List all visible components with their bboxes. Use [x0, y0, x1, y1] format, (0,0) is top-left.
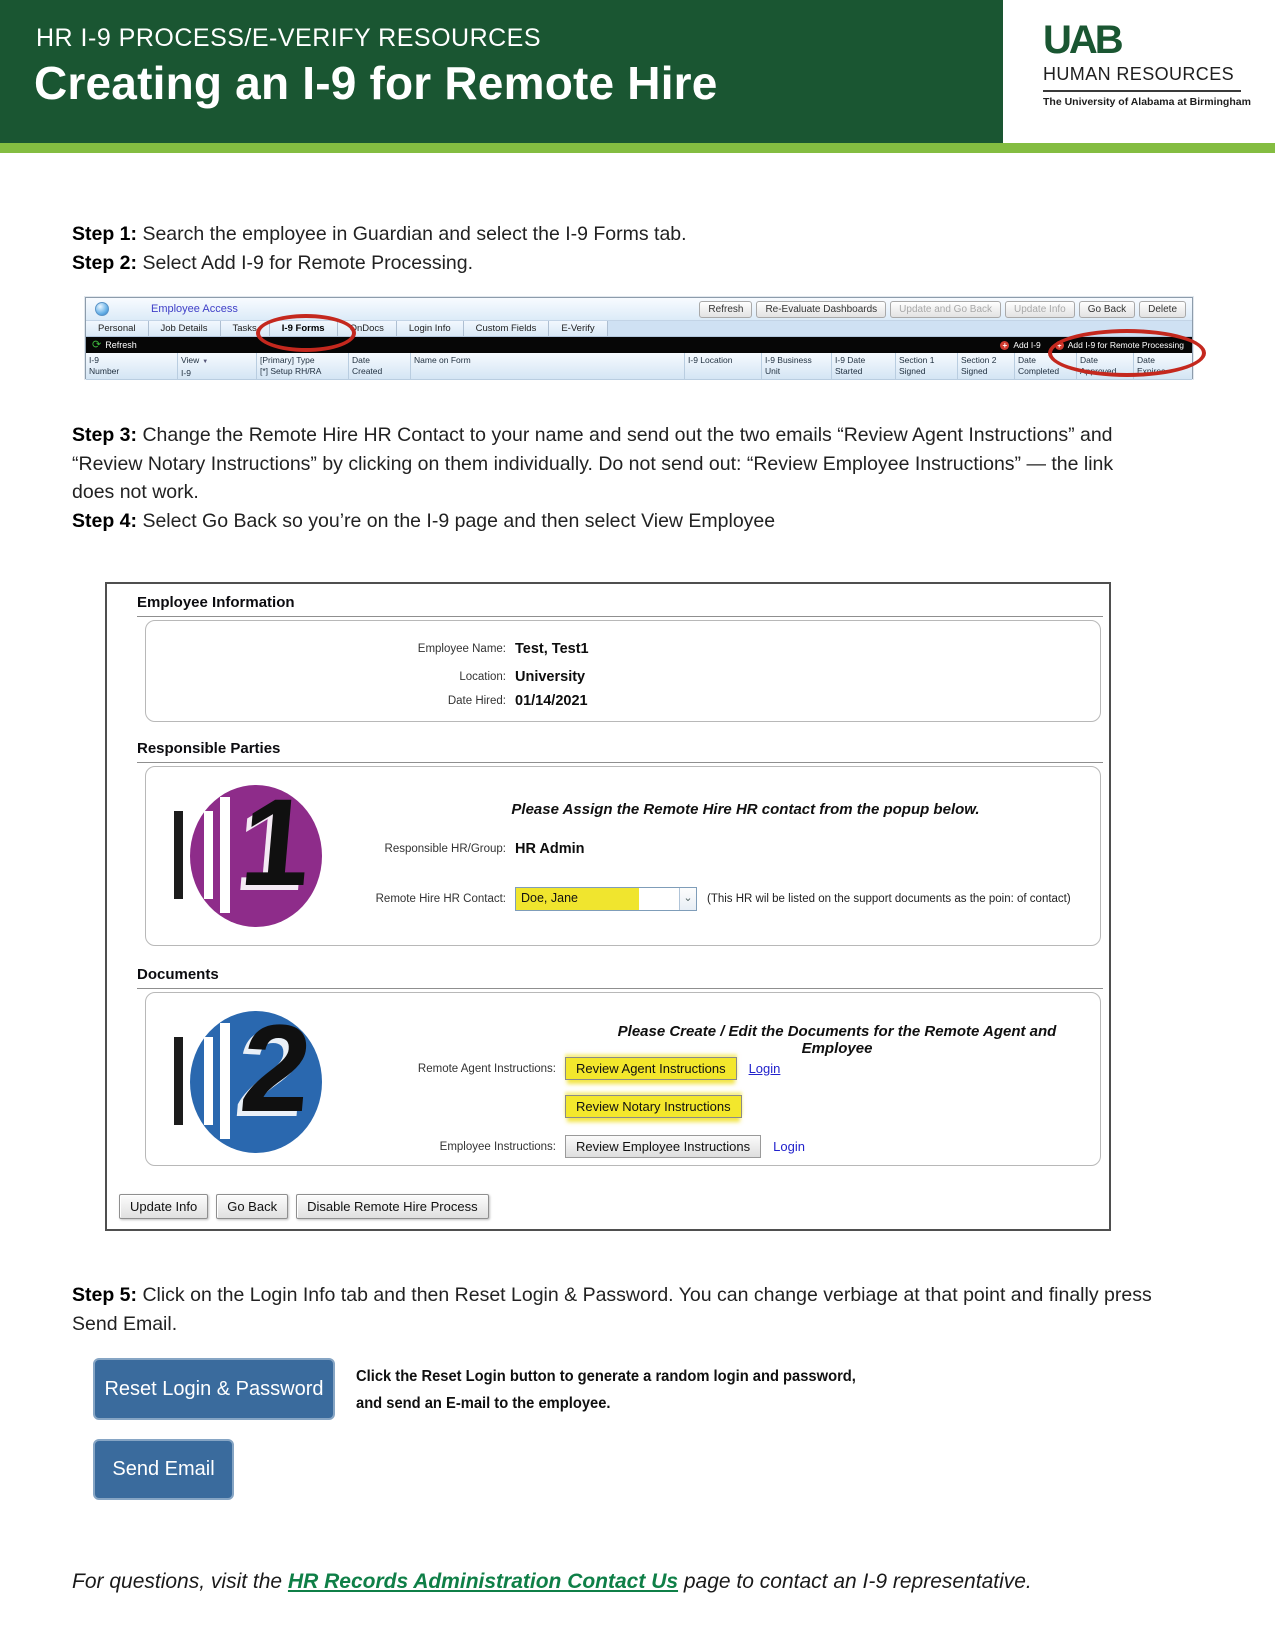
location-value: University [515, 669, 586, 685]
step-3-label: Step 3: [72, 424, 138, 446]
column-i9-date-started: I-9 Date Started [832, 353, 896, 379]
steps-3-4 [72, 421, 1147, 535]
column-name-on-form: Name on Form [411, 353, 685, 379]
review-notary-instructions-button[interactable]: Review Notary Instructions [565, 1095, 742, 1118]
column-date-created: Date Created [349, 353, 411, 379]
tab-job-details[interactable]: Job Details [149, 321, 221, 336]
employee-name-row [176, 641, 1088, 657]
selected-contact: Doe, Jane [516, 888, 639, 910]
step-5 [72, 1281, 1190, 1338]
date-hired-label: Date Hired: [447, 695, 506, 707]
go-back-button[interactable]: Go Back [1079, 301, 1135, 318]
tab-e-verify[interactable]: E-Verify [549, 321, 607, 336]
reset-login-password-button[interactable]: Reset Login & Password [93, 1358, 335, 1420]
reset-caption-line2: and send an E-mail to the employee. [356, 1395, 611, 1412]
go-back-button[interactable]: Go Back [216, 1194, 288, 1219]
responsible-hr-group-value: HR Admin [515, 841, 585, 857]
update-and-go-back-button[interactable]: Update and Go Back [890, 301, 1001, 318]
hr-records-contact-link[interactable]: HR Records Administration Contact Us [287, 1570, 679, 1593]
review-agent-instructions-button[interactable]: Review Agent Instructions [565, 1057, 737, 1080]
reset-login-caption [356, 1363, 856, 1417]
add-i9-action[interactable]: + Add I-9 [1000, 340, 1040, 350]
re-evaluate-dashboards-button[interactable]: Re-Evaluate Dashboards [756, 301, 886, 318]
uab-logo [1003, 0, 1275, 143]
column-i9-location: I-9 Location [685, 353, 762, 379]
add-plus-icon: + [1000, 341, 1009, 350]
responsible-instruction: Please Assign the Remote Hire HR contact from the popup below. [511, 801, 980, 818]
add-i9-remote-action[interactable]: + Add I-9 for Remote Processing [1055, 340, 1184, 350]
filter-icon[interactable]: ▼ [202, 359, 209, 365]
date-hired-value: 01/14/2021 [515, 693, 588, 709]
update-info-button[interactable]: Update Info [119, 1194, 208, 1219]
remote-hire-contact-label: Remote Hire HR Contact: [375, 893, 506, 905]
dropdown-chevron-icon: ⌄ [679, 888, 696, 910]
step-4-label: Step 4: [72, 509, 138, 532]
responsible-parties-title: Responsible Parties [137, 740, 281, 757]
step-1-label: Step 1: [72, 223, 138, 245]
employee-name-label: Employee Name: [417, 643, 506, 655]
divider [137, 762, 1103, 763]
footer-suffix: page to contact an I-9 representative. [678, 1570, 1032, 1593]
steps-1-2 [72, 220, 1182, 277]
step-2-text: Step 2: Select Add I-9 for Remote Processing. [72, 251, 474, 274]
documents-title: Documents [137, 966, 219, 983]
contact-note: (This HR wil be listed on the support documents as the poin: of contact) [707, 893, 1071, 905]
send-email-button[interactable]: Send Email [93, 1439, 234, 1500]
step-3-text: Step 3: Change the Remote Hire HR Contact to your name and send out the two emails “Review Agent Instructions” and “Review Notary Instructions” by clicking on them individually. Do not send out: “Review Employee Instructions” — the link does not work. [72, 424, 1114, 503]
uab-logo-mark: UAB [1043, 18, 1121, 62]
column-i9-number: I-9 Number [86, 353, 178, 379]
remote-hire-hr-contact-select[interactable] [515, 887, 697, 911]
responsible-hr-group-label: Responsible HR/Group: [384, 843, 506, 855]
divider [137, 988, 1103, 989]
step-1-text: Step 1: Search the employee in Guardian and select the I-9 Forms tab. [72, 223, 687, 245]
header-eyebrow: HR I-9 PROCESS/E-VERIFY RESOURCES [36, 24, 542, 52]
guardian-table-header [86, 353, 1192, 380]
refresh-icon: ⟳ [92, 338, 102, 351]
divider [137, 616, 1103, 617]
documents-instruction: Please Create / Edit the Documents for the Remote Agent and Employee [617, 1023, 1057, 1057]
location-row [176, 669, 1088, 685]
tab-personal[interactable]: Personal [86, 321, 149, 336]
badge-bar [204, 811, 213, 899]
employee-information-title: Employee Information [137, 594, 295, 611]
tab-login-info[interactable]: Login Info [397, 321, 464, 336]
tab-ondocs[interactable]: OnDocs [338, 321, 397, 336]
delete-button[interactable]: Delete [1139, 301, 1186, 318]
guardian-tabs [86, 321, 1192, 337]
tab-i9-forms[interactable]: I-9 Forms [270, 321, 338, 336]
employee-information-box [145, 620, 1101, 722]
page-footer [72, 1570, 1222, 1594]
step-2-label: Step 2: [72, 251, 138, 274]
footer-prefix: For questions, visit the [72, 1570, 288, 1593]
tab-custom-fields[interactable]: Custom Fields [464, 321, 550, 336]
review-employee-instructions-button[interactable]: Review Employee Instructions [565, 1135, 761, 1158]
column-view-i9: View ▼ I-9 [178, 353, 257, 379]
page-header [0, 0, 1275, 143]
column-section2-signed: Section 2 Signed [958, 353, 1015, 379]
step-5-label: Step 5: [72, 1284, 138, 1306]
column-i9-business-unit: I-9 Business Unit [762, 353, 832, 379]
location-label: Location: [459, 671, 506, 683]
badge-number: 2 [235, 1000, 317, 1138]
badge-number: 1 [235, 774, 317, 912]
step-4-text: Step 4: Select Go Back so you’re on the I-9 page and then select View Employee [72, 509, 776, 532]
uab-logo-tagline: The University of Alabama at Birmingham [1043, 96, 1251, 108]
reset-caption-line1: Click the Reset Login button to generate a random login and password, [356, 1368, 856, 1385]
employee-page-buttons [119, 1194, 489, 1219]
page-title: Creating an I-9 for Remote Hire [34, 57, 718, 109]
guardian-toolbar [699, 301, 1186, 318]
employee-login-link[interactable]: Login [773, 1139, 805, 1154]
documents-box [145, 992, 1101, 1166]
refresh-button[interactable]: Refresh [699, 301, 752, 318]
guardian-screenshot [85, 297, 1193, 379]
agent-login-link[interactable]: Login [748, 1061, 781, 1076]
add-actions [1000, 340, 1184, 350]
refresh-action[interactable]: Refresh [105, 340, 137, 350]
uab-logo-org: HUMAN RESOURCES [1043, 64, 1241, 92]
employee-name-value: Test, Test1 [515, 641, 589, 657]
remote-agent-instructions-label: Remote Agent Instructions: [417, 1062, 556, 1075]
responsible-parties-box [145, 766, 1101, 946]
guardian-action-bar [86, 337, 1192, 353]
add-plus-icon: + [1055, 341, 1064, 350]
column-date-expires: Date Expires [1137, 355, 1166, 376]
column-section1-signed: Section 1 Signed [896, 353, 958, 379]
column-date-approved: Date Approved [1077, 353, 1134, 379]
tab-tasks[interactable]: Tasks [221, 321, 270, 336]
guardian-app-title: Employee Access [151, 303, 238, 315]
badge-bar [204, 1037, 213, 1125]
step-5-text: Step 5: Click on the Login Info tab and then Reset Login & Password. You can change verbiage at that point and finally press Send Email. [72, 1284, 1152, 1335]
guardian-logo-icon [95, 302, 109, 316]
column-primary-type: [Primary] Type [*] Setup RH/RA [257, 353, 349, 379]
employee-instructions-label: Employee Instructions: [439, 1140, 556, 1153]
employee-page-screenshot [105, 582, 1111, 1231]
header-accent-stripe [0, 143, 1275, 153]
disable-remote-hire-process-button[interactable]: Disable Remote Hire Process [296, 1194, 489, 1219]
update-info-button[interactable]: Update Info [1005, 301, 1075, 318]
column-date-completed: Date Completed [1015, 353, 1077, 379]
guardian-title-bar [86, 298, 1192, 321]
date-hired-row [176, 693, 1088, 709]
